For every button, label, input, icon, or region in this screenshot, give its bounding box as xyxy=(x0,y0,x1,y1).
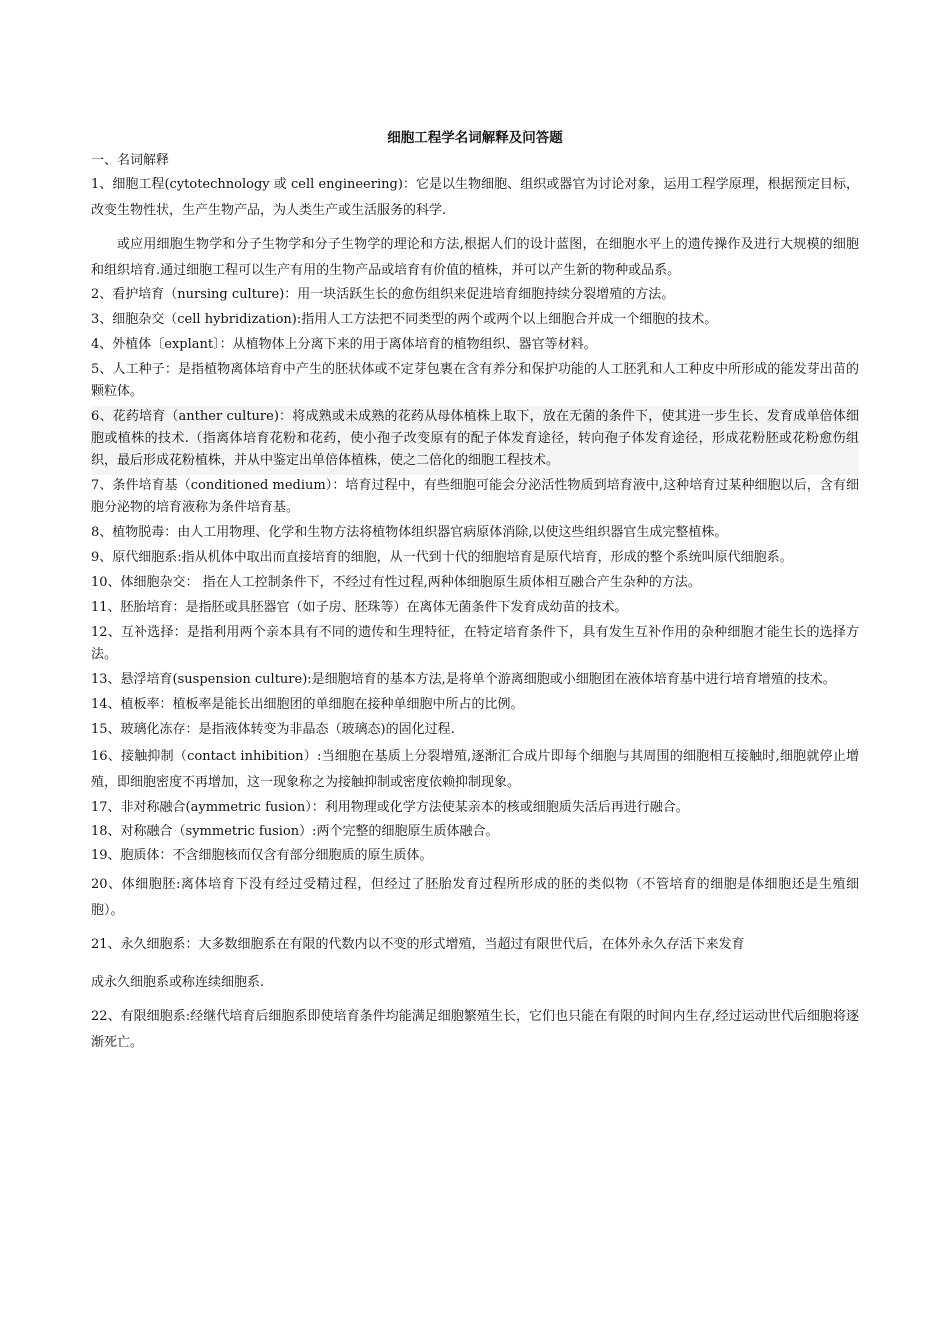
term-2: 2、看护培育（nursing culture)：用一块活跃生长的愈伤组织来促进培育细胞持续分裂增殖的方法。 xyxy=(91,287,675,302)
term-11: 11、胚胎培育：是指胚或具胚器官（如子房、胚珠等）在离体无菌条件下发育成幼苗的技术。 xyxy=(91,600,628,615)
section-heading: 一、名词解释 xyxy=(91,153,170,168)
term-20: 20、体细胞胚:离体培育下没有经过受精过程，但经过了胚胎发育过程所形成的胚的类似物（不管培育的细胞是体细胞还是生殖细胞）。 xyxy=(91,877,859,918)
term-21: 21、永久细胞系：大多数细胞系在有限的代数内以不变的形式增殖，当超过有限世代后，在体外永久存活下来发育 xyxy=(91,937,745,952)
document-body xyxy=(91,126,859,1056)
term-18: 18、对称融合（symmetric fusion）:两个完整的细胞原生质体融合。 xyxy=(91,824,499,839)
term-16: 16、接触抑制（contact inhibition）:当细胞在基质上分裂增殖,逐渐汇合成片即每个细胞与其周围的细胞相互接触时,细胞就停止增殖，即细胞密度不再增加，这一现象称之为接触抑制或密度依赖抑制现象。 xyxy=(91,749,859,790)
term-1: 1、细胞工程(cytotechnology 或 cell engineering)：它是以生物细胞、组织或器官为讨论对象，运用工程学原理，根据预定目标，改变生物性状，生产生物产品，为人类生产或生活服务的科学. xyxy=(91,177,859,218)
term-3: 3、细胞杂交（cell hybridization):指用人工方法把不同类型的两个或两个以上细胞合并成一个细胞的技术。 xyxy=(91,312,718,327)
term-12: 12、互补选择：是指利用两个亲本具有不同的遗传和生理特征，在特定培育条件下，具有发生互补作用的杂种细胞才能生长的选择方法。 xyxy=(91,625,859,662)
term-8: 8、植物脱毒：由人工用物理、化学和生物方法将植物体组织器官病原体消除,以使这些组织器官生成完整植株。 xyxy=(91,525,728,540)
term-17: 17、非对称融合(aymmetric fusion）：利用物理或化学方法使某亲本的核或细胞质失活后再进行融合。 xyxy=(91,800,689,815)
term-21-continuation: 成永久细胞系或称连续细胞系. xyxy=(91,975,265,990)
term-14: 14、植板率：植板率是能长出细胞团的单细胞在接种单细胞中所占的比例。 xyxy=(91,697,524,712)
term-19: 19、胞质体：不含细胞核而仅含有部分细胞质的原生质体。 xyxy=(91,848,433,863)
term-6: 6、花药培育（anther culture)：将成熟或未成熟的花药从母体植株上取下，放在无菌的条件下，使其进一步生长、发育成单倍体细胞或植株的技术.（指离体培育花粉和花药，使小孢子改变原有的配子体发育途径，转向孢子体发育途径，形成花粉胚或花粉愈伤组织，最后形成花粉植株，并从中鉴定出单倍体植株，使之二倍化的细胞工程技术。 xyxy=(91,406,859,475)
term-5: 5、人工种子：是指植物离体培育中产生的胚状体或不定芽包裹在含有养分和保护功能的人工胚乳和人工种皮中所形成的能发芽出苗的颗粒体。 xyxy=(91,362,859,399)
term-13: 13、悬浮培育(suspension culture):是细胞培育的基本方法,是将单个游离细胞或小细胞团在液体培育基中进行培育增殖的技术。 xyxy=(91,672,836,687)
term-9: 9、原代细胞系:指从机体中取出而直接培育的细胞，从一代到十代的细胞培育是原代培育，形成的整个系统叫原代细胞系。 xyxy=(91,550,793,565)
term-1-continuation: 或应用细胞生物学和分子生物学和分子生物学的理论和方法,根据人们的设计蓝图，在细胞水平上的遗传操作及进行大规模的细胞和组织培育.通过细胞工程可以生产有用的生物产品或培育有价值的植株，并可以产生新的物种或品系。 xyxy=(91,237,859,278)
term-4: 4、外植体〔explant〕：从植物体上分离下来的用于离体培育的植物组织、器官等材料。 xyxy=(91,337,597,352)
term-10: 10、体细胞杂交： 指在人工控制条件下，不经过有性过程,两种体细胞原生质体相互融合产生杂种的方法。 xyxy=(91,575,701,590)
term-7: 7、条件培育基（conditioned medium）：培育过程中，有些细胞可能会分泌活性物质到培育液中,这种培育过某种细胞以后，含有细胞分泌物的培育液称为条件培育基。 xyxy=(91,478,859,515)
term-22: 22、有限细胞系:经继代培育后细胞系即使培育条件均能满足细胞繁殖生长，它们也只能在有限的时间内生存,经过运动世代后细胞将逐渐死亡。 xyxy=(91,1009,859,1050)
term-15: 15、玻璃化冻存：是指液体转变为非晶态（玻璃态)的固化过程. xyxy=(91,722,455,737)
document-title: 细胞工程学名词解释及问答题 xyxy=(387,130,563,146)
